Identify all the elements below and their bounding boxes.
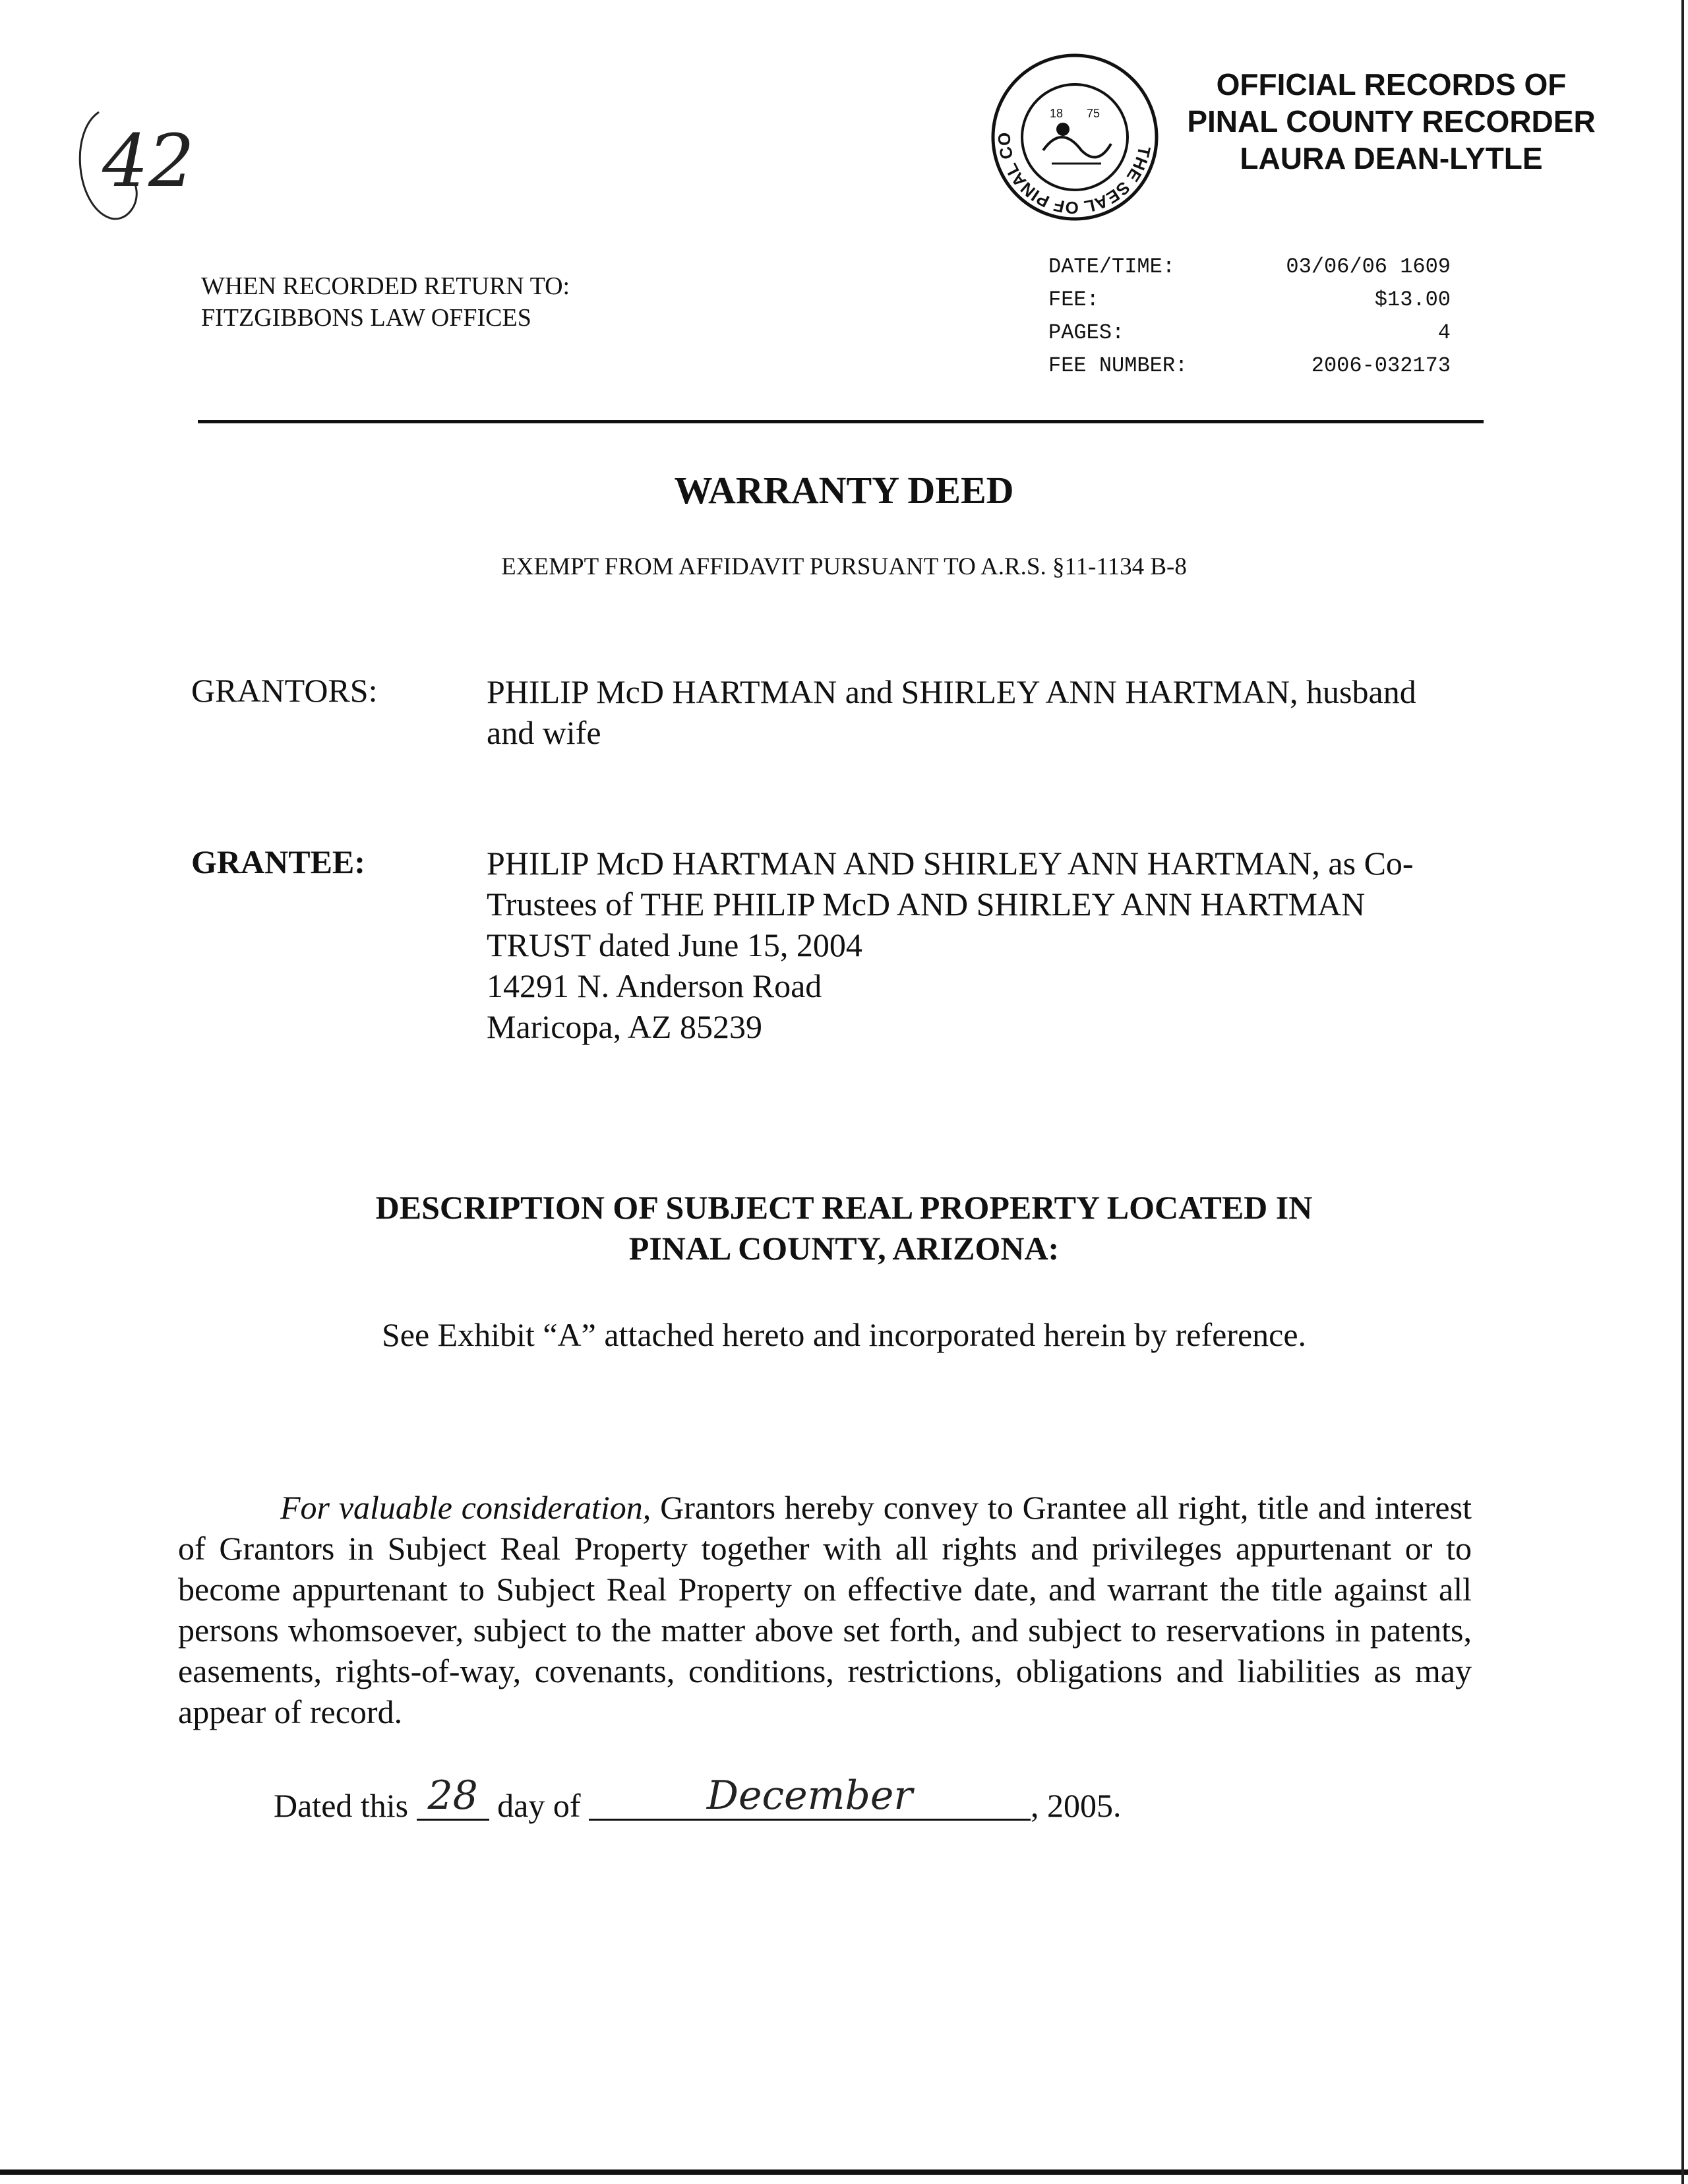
dated-line [274, 1773, 1122, 1825]
seal-year-left: 18 [1050, 107, 1064, 120]
recording-row-fee [1048, 284, 1451, 317]
grantee-line-5: Maricopa, AZ 85239 [487, 1008, 762, 1045]
page-bottom-edge [0, 2169, 1688, 2175]
grantee-line-4: 14291 N. Anderson Road [487, 967, 822, 1004]
grantors-line-1: PHILIP McD HARTMAN and SHIRLEY ANN HARTMAN, husband [487, 673, 1416, 710]
recording-row-fee-number [1048, 349, 1451, 382]
dated-month: December [706, 1773, 913, 1819]
margin-note-text: 42 [102, 119, 195, 203]
datetime-value: 03/06/06 1609 [1286, 255, 1451, 279]
pages-value: 4 [1437, 320, 1451, 345]
dated-middle: day of [489, 1787, 589, 1824]
document-title: WARRANTY DEED [674, 469, 1014, 512]
description-heading [0, 1187, 1688, 1269]
county-seal [989, 51, 1160, 223]
dated-suffix: , 2005. [1030, 1787, 1122, 1824]
description-line-1: DESCRIPTION OF SUBJECT REAL PROPERTY LOCATED IN [375, 1189, 1313, 1226]
description-line-2: PINAL COUNTY, ARIZONA: [628, 1230, 1060, 1267]
return-address [201, 270, 570, 334]
recorder-heading [1180, 66, 1602, 177]
header-divider [198, 420, 1484, 423]
grantee-text [487, 843, 1484, 1047]
conveyance-paragraph [178, 1487, 1472, 1732]
grantors-line-2: and wife [487, 714, 601, 751]
seal-ring-text: THE SEAL OF PINAL CO [994, 132, 1155, 218]
seal-emblem-icon [989, 51, 1160, 223]
fee-value: $13.00 [1374, 288, 1451, 312]
fee-label: FEE: [1048, 288, 1099, 312]
datetime-label: DATE/TIME: [1048, 255, 1176, 279]
month-blank [589, 1773, 1031, 1821]
fee-number-value: 2006-032173 [1311, 353, 1451, 378]
return-line-1: WHEN RECORDED RETURN TO: [201, 272, 570, 300]
grantee-line-3: TRUST dated June 15, 2004 [487, 926, 862, 963]
conveyance-body: Grantors hereby convey to Grantee all right, title and interest of Grantors in Subject Real Property together with all rights and privileges appurtenant or to become appurtenant to Subject Real Property on effective date, and warrant the title against all persons whomsoever, subject to the matter above set forth, and subject to reservations in patents, easements, rights-of-way, covenants, conditions, restrictions, obligations and liabilities as may appear of record. [178, 1489, 1472, 1730]
recorder-line-3: LAURA DEAN-LYTLE [1240, 141, 1543, 175]
seal-year-right: 75 [1087, 107, 1100, 120]
grantors-text [487, 671, 1484, 753]
dated-prefix: Dated this [274, 1787, 417, 1824]
grantee-line-2: Trustees of THE PHILIP McD AND SHIRLEY ANN HARTMAN [487, 886, 1366, 923]
fee-number-label: FEE NUMBER: [1048, 353, 1188, 378]
page-right-edge [1681, 0, 1684, 2184]
recorder-line-1: OFFICIAL RECORDS OF [1216, 67, 1567, 102]
recording-info [1048, 251, 1451, 382]
grantee-label: GRANTEE: [191, 843, 365, 880]
conveyance-lead: For valuable consideration, [280, 1489, 651, 1526]
exhibit-reference: See Exhibit “A” attached hereto and incorporated herein by reference. [381, 1316, 1307, 1353]
recorder-line-2: PINAL COUNTY RECORDER [1187, 104, 1596, 138]
return-line-2: FITZGIBBONS LAW OFFICES [201, 304, 531, 332]
grantee-line-1: PHILIP McD HARTMAN AND SHIRLEY ANN HARTMAN, as Co- [487, 845, 1414, 882]
exemption-note: EXEMPT FROM AFFIDAVIT PURSUANT TO A.R.S. §11-1134 B-8 [501, 553, 1187, 580]
pages-label: PAGES: [1048, 320, 1125, 345]
margin-note [63, 92, 234, 237]
dated-day: 28 [427, 1773, 478, 1819]
day-blank [417, 1773, 489, 1821]
recording-row-pages [1048, 317, 1451, 349]
grantors-label: GRANTORS: [191, 672, 378, 709]
recording-row-datetime [1048, 251, 1451, 284]
